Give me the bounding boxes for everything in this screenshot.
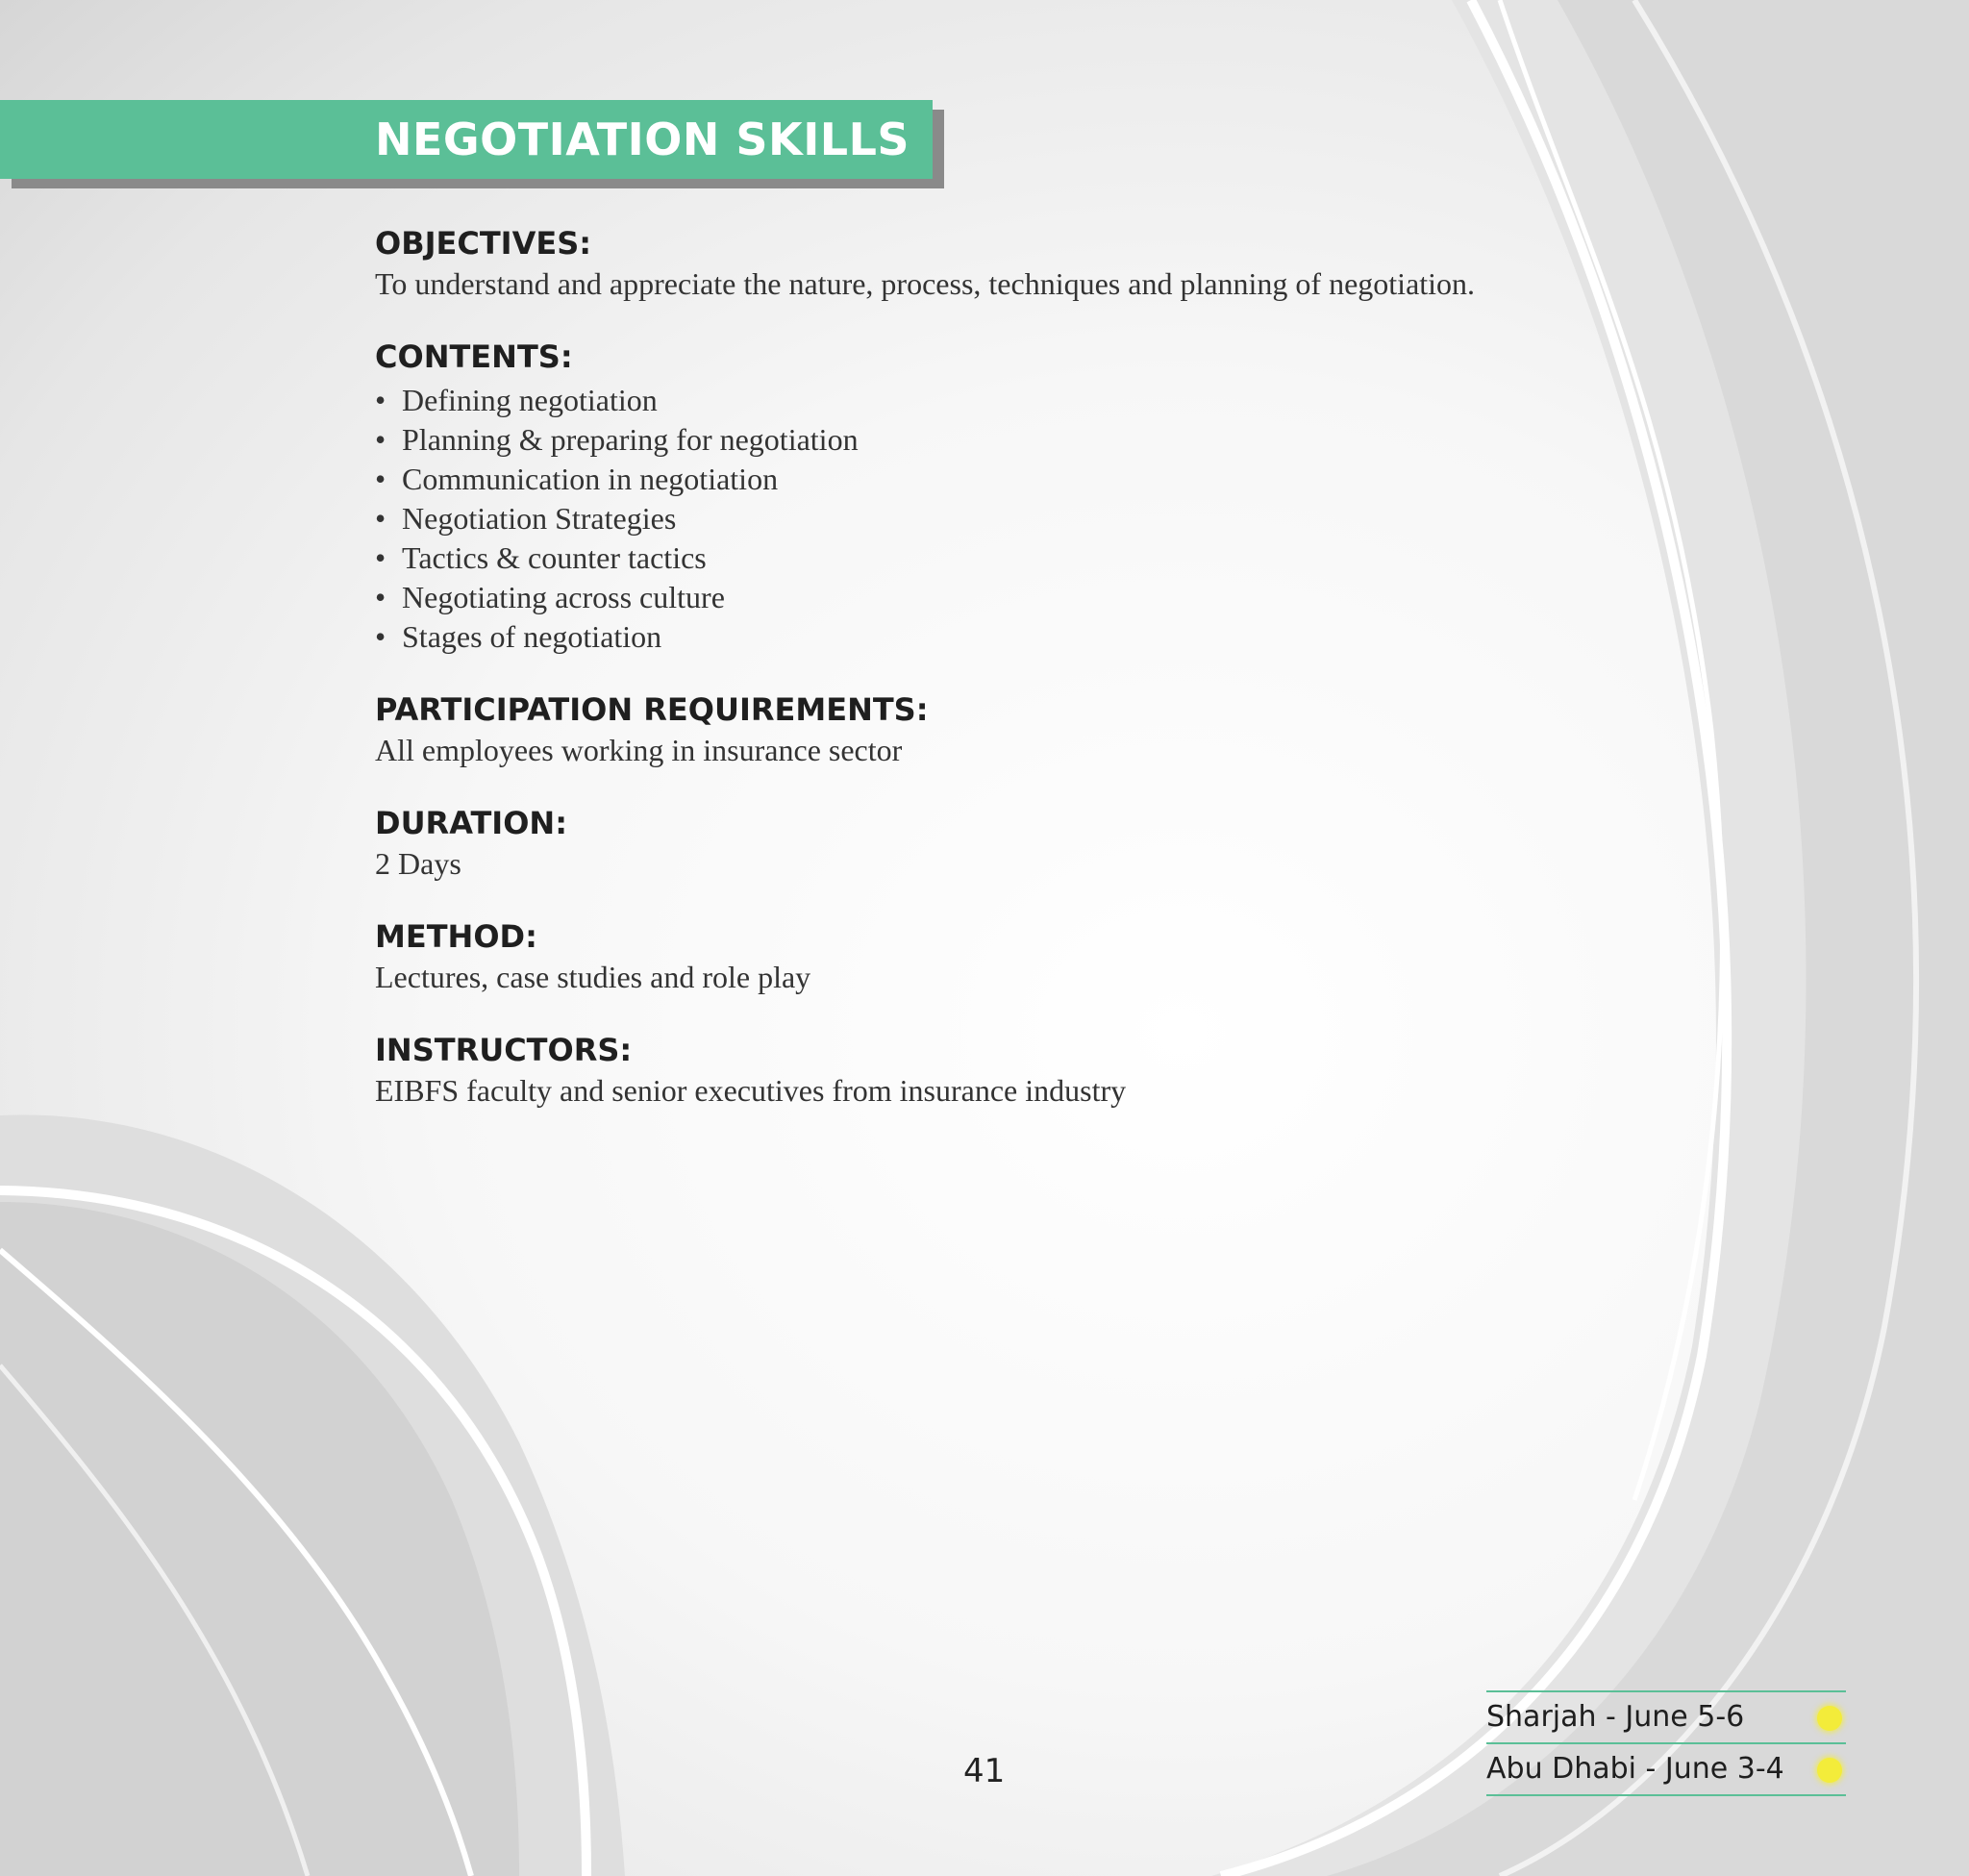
list-item — [375, 538, 1606, 578]
sun-dot-icon — [1817, 1706, 1842, 1731]
duration-section — [375, 803, 1606, 884]
method-heading: METHOD: — [375, 918, 537, 955]
page-title: NEGOTIATION SKILLS — [375, 113, 910, 165]
bullet-icon: • — [375, 422, 386, 457]
page-number: 41 — [963, 1752, 1006, 1790]
bullet-icon: • — [375, 501, 386, 536]
list-item — [375, 578, 1606, 617]
list-item-text: Tactics & counter tactics — [402, 540, 707, 575]
list-item — [375, 420, 1606, 460]
list-item-text: Defining negotiation — [402, 383, 658, 417]
left-swoosh-shade-inner — [0, 1202, 519, 1876]
schedule-label: Abu Dhabi - June 3-4 — [1486, 1752, 1784, 1786]
schedule-row-sharjah — [1486, 1690, 1846, 1742]
list-item-text: Planning & preparing for negotiation — [402, 422, 859, 457]
bullet-icon: • — [375, 540, 386, 575]
method-text: Lectures, case studies and role play — [375, 960, 811, 994]
list-item — [375, 617, 1606, 657]
objectives-heading: OBJECTIVES: — [375, 225, 592, 262]
schedule-box — [1486, 1690, 1846, 1796]
participation-heading: PARTICIPATION REQUIREMENTS: — [375, 691, 929, 728]
objectives-text: To understand and appreciate the nature, process, techniques and planning of negotiation. — [375, 266, 1476, 301]
list-item — [375, 381, 1606, 420]
bullet-icon: • — [375, 462, 386, 496]
sun-dot-icon — [1817, 1758, 1842, 1783]
contents-section — [375, 337, 1606, 657]
contents-list — [375, 381, 1606, 657]
list-item-text: Stages of negotiation — [402, 619, 662, 654]
list-item — [375, 460, 1606, 499]
list-item-text: Negotiation Strategies — [402, 501, 677, 536]
objectives-section — [375, 223, 1606, 304]
participation-section — [375, 689, 1606, 770]
bullet-icon: • — [375, 383, 386, 417]
duration-text: 2 Days — [375, 846, 461, 881]
bullet-icon: • — [375, 580, 386, 614]
course-details — [375, 223, 1606, 1143]
instructors-text: EIBFS faculty and senior executives from insurance industry — [375, 1073, 1127, 1108]
method-section — [375, 916, 1606, 997]
instructors-heading: INSTRUCTORS: — [375, 1032, 633, 1068]
list-item-text: Communication in negotiation — [402, 462, 779, 496]
participation-text: All employees working in insurance sector — [375, 733, 903, 767]
list-item — [375, 499, 1606, 538]
bullet-icon: • — [375, 619, 386, 654]
instructors-section — [375, 1030, 1606, 1111]
schedule-row-abu-dhabi — [1486, 1742, 1846, 1796]
contents-heading: CONTENTS: — [375, 338, 573, 375]
schedule-label: Sharjah - June 5-6 — [1486, 1700, 1745, 1734]
list-item-text: Negotiating across culture — [402, 580, 725, 614]
duration-heading: DURATION: — [375, 805, 567, 841]
